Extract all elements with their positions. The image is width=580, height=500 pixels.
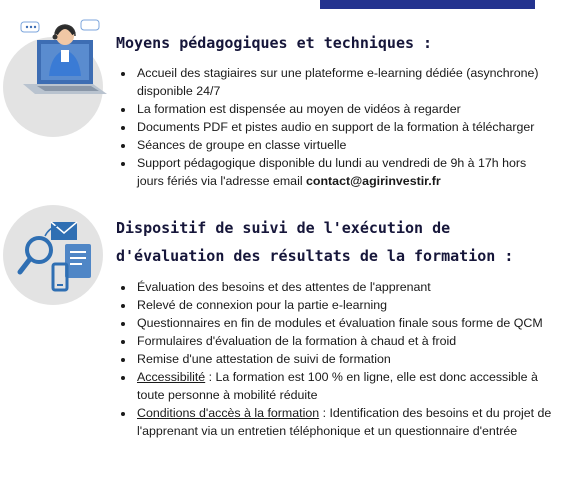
accessibility-link[interactable]: Accessibilité	[137, 370, 206, 384]
accessibility-text: : La formation est 100 % en ligne, elle est donc accessible à toute personne à mobilité réduite	[137, 370, 538, 402]
section1-list	[116, 64, 555, 190]
evaluation-documents-icon	[15, 214, 105, 304]
list-item: • La formation est dispensée au moyen de vidéos à regarder	[135, 100, 555, 118]
support-text: Support pédagogique disponible du lundi au vendredi de 9h à 17h hors jours fériés via l'adresse email	[137, 156, 527, 188]
list-item: • Remise d'une attestation de suivi de formation	[135, 350, 555, 368]
list-item: • Accueil des stagiaires sur une plateforme e-learning dédiée (asynchrone) disponible 24/7	[135, 64, 555, 100]
conditions-link[interactable]: Conditions d'accès à la formation	[137, 406, 320, 420]
list-item-accessibility	[135, 368, 555, 404]
contact-email[interactable]: contact@agirinvestir.fr	[306, 174, 441, 188]
list-item: • Séances de groupe en classe virtuelle	[135, 136, 555, 154]
list-item: • Questionnaires en fin de modules et évaluation finale sous forme de QCM	[135, 314, 555, 332]
elearning-laptop-icon	[15, 14, 110, 109]
section2-list	[116, 278, 555, 440]
conditions-text: : Identification des besoins et du projet de l'apprenant via un entretien téléphonique et un questionnaire d'entrée	[137, 406, 552, 438]
list-item: • Documents PDF et pistes audio en support de la formation à télécharger	[135, 118, 555, 136]
section1-heading: Moyens pédagogiques et techniques :	[116, 34, 433, 52]
list-item: • Formulaires d'évaluation de la formation à chaud et à froid	[135, 332, 555, 350]
top-banner-bar	[320, 0, 535, 9]
list-item-support	[135, 154, 555, 190]
list-item-conditions	[135, 404, 555, 440]
section2-heading: Dispositif de suivi de l'exécution de d'évaluation des résultats de la formation :	[116, 219, 514, 265]
list-item: • Relevé de connexion pour la partie e-learning	[135, 296, 555, 314]
list-item: • Évaluation des besoins et des attentes de l'apprenant	[135, 278, 555, 296]
